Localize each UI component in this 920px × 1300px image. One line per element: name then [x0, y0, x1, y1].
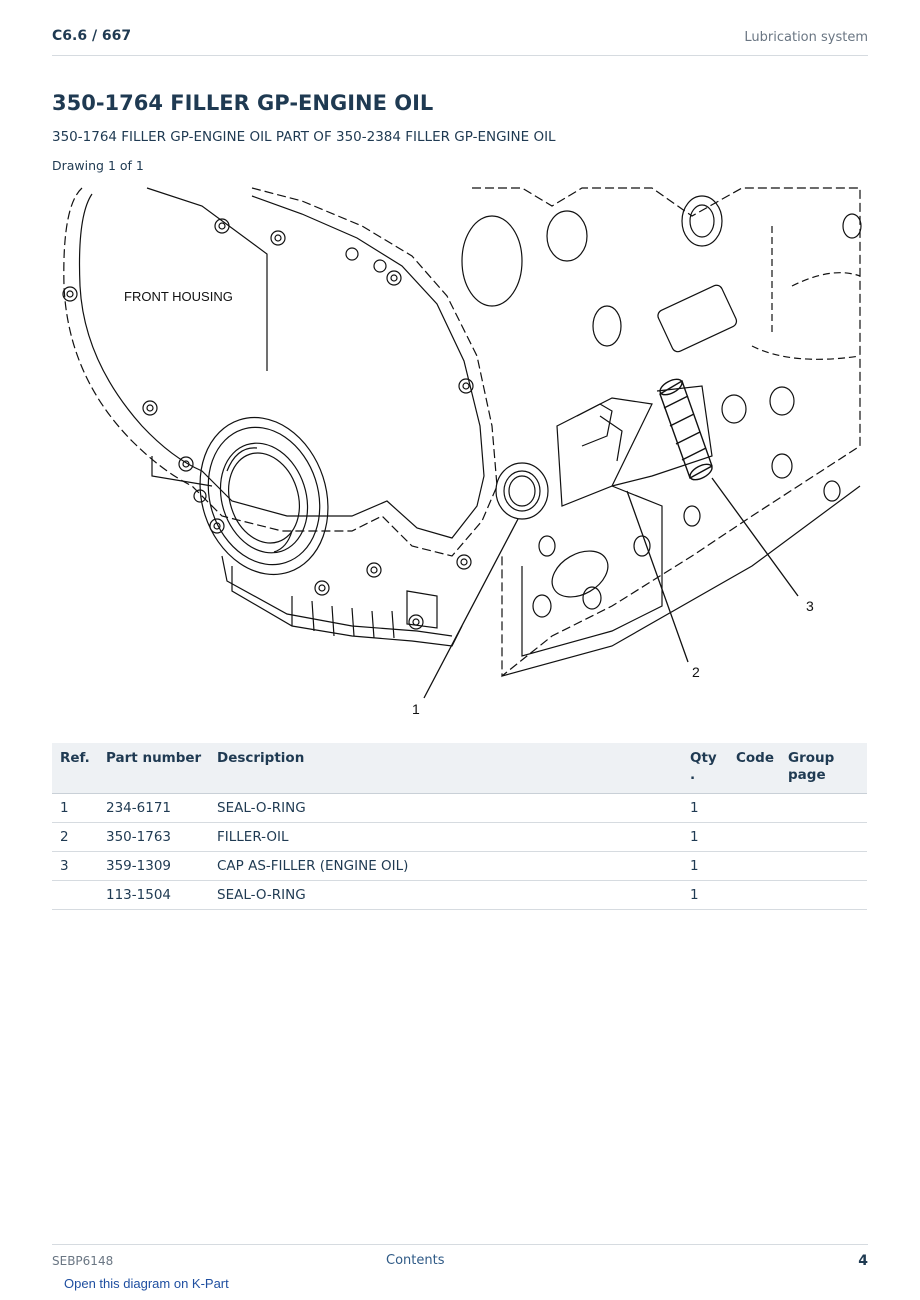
front-housing-label: FRONT HOUSING: [124, 289, 233, 304]
callout-2: 2: [692, 664, 700, 680]
parts-diagram: [52, 186, 864, 720]
row-ref: 3: [52, 852, 98, 881]
table-row: [52, 794, 867, 823]
row-part-number: 359-1309: [98, 852, 209, 881]
oil-filler-tube: [557, 386, 712, 506]
row-group-page: [780, 794, 867, 823]
page-title: 350-1764 FILLER GP-ENGINE OIL: [52, 91, 434, 115]
col-ref: Ref.: [52, 743, 98, 794]
row-description: SEAL-O-RING: [209, 881, 682, 910]
front-housing-outline: [64, 188, 497, 556]
row-part-number: 113-1504: [98, 881, 209, 910]
housing-bolts: [63, 219, 473, 629]
row-ref: 1: [52, 794, 98, 823]
filler-cap: [658, 376, 715, 483]
row-qty: 1: [682, 794, 728, 823]
leader-line-1: [424, 519, 518, 698]
row-group-page: [780, 823, 867, 852]
row-part-number: 234-6171: [98, 794, 209, 823]
col-code: Code: [728, 743, 780, 794]
row-code: [728, 823, 780, 852]
row-code: [728, 794, 780, 823]
page-header: [52, 28, 868, 56]
col-part-number: Part number: [98, 743, 209, 794]
kpart-link[interactable]: Open this diagram on K-Part: [64, 1276, 229, 1291]
row-code: [728, 881, 780, 910]
row-description: SEAL-O-RING: [209, 794, 682, 823]
table-row: [52, 823, 867, 852]
leader-line-3: [712, 478, 798, 596]
callout-3: 3: [806, 598, 814, 614]
contents-link[interactable]: Contents: [386, 1253, 445, 1268]
row-ref: [52, 881, 98, 910]
page-number: 4: [858, 1253, 868, 1269]
row-qty: 1: [682, 852, 728, 881]
model-label: C6.6 / 667: [52, 28, 132, 44]
row-qty: 1: [682, 823, 728, 852]
col-qty: Qty .: [682, 743, 728, 794]
row-group-page: [780, 881, 867, 910]
leader-line-2: [627, 491, 688, 662]
document-id: SEBP6148: [52, 1254, 114, 1268]
callout-1: 1: [412, 701, 420, 717]
row-ref: 2: [52, 823, 98, 852]
page-subtitle: 350-1764 FILLER GP-ENGINE OIL PART OF 350-2384 FILLER GP-ENGINE OIL: [52, 129, 556, 145]
page-footer: [52, 1244, 868, 1275]
parts-table: [52, 743, 867, 910]
engine-block-outline: [472, 188, 860, 676]
drawing-count-label: Drawing 1 of 1: [52, 158, 144, 173]
row-qty: 1: [682, 881, 728, 910]
section-label: Lubrication system: [744, 30, 868, 45]
row-description: FILLER-OIL: [209, 823, 682, 852]
col-group-page: Group page: [780, 743, 867, 794]
col-description: Description: [209, 743, 682, 794]
row-description: CAP AS-FILLER (ENGINE OIL): [209, 852, 682, 881]
row-group-page: [780, 852, 867, 881]
table-row: [52, 852, 867, 881]
row-code: [728, 852, 780, 881]
row-part-number: 350-1763: [98, 823, 209, 852]
table-row: [52, 881, 867, 910]
o-ring-seal: [496, 463, 548, 519]
table-header-row: [52, 743, 867, 794]
